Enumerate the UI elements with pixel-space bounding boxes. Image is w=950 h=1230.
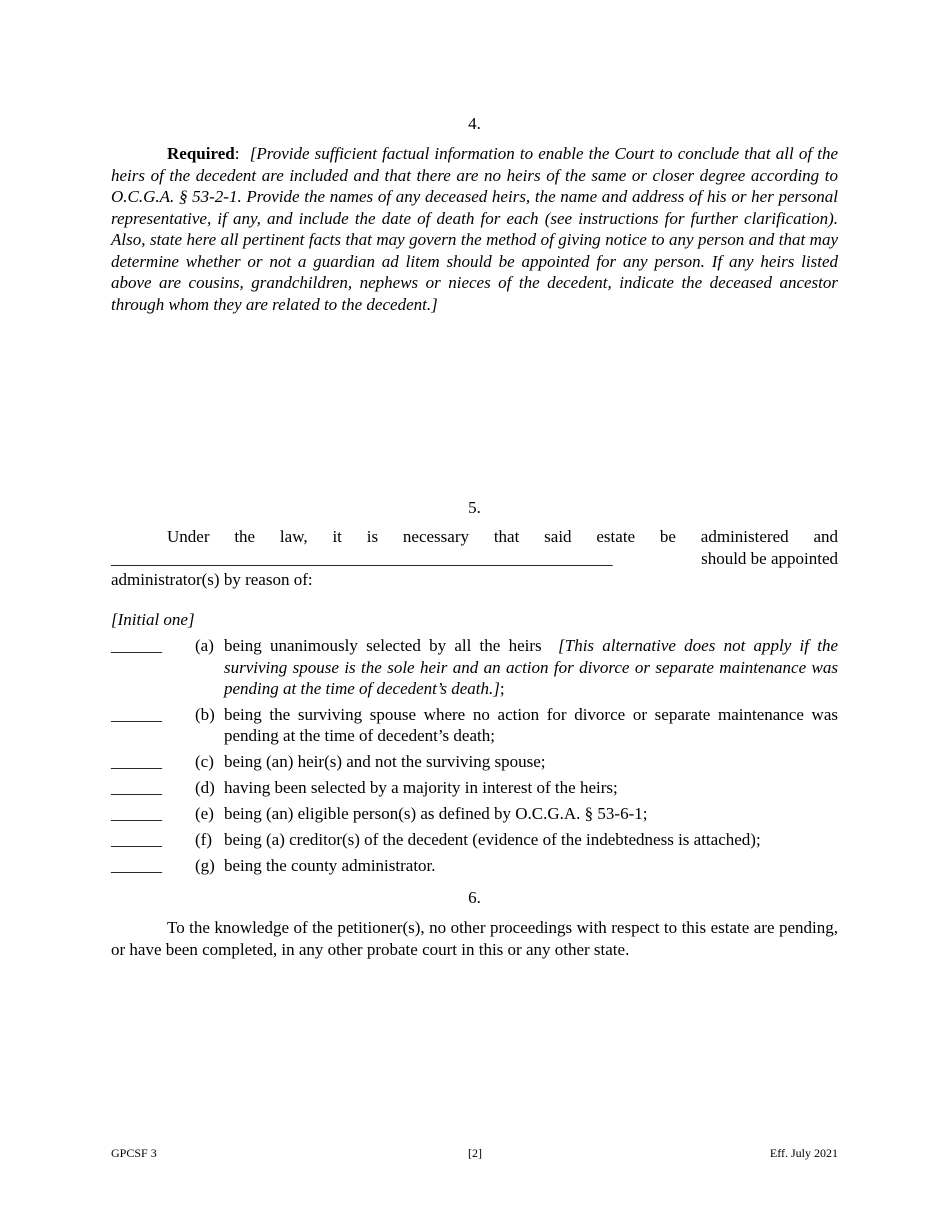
section-5-number: 5.: [468, 498, 481, 517]
required-colon: :: [234, 144, 240, 163]
option-a-initial-blank[interactable]: ______: [111, 636, 162, 655]
option-a: [111, 635, 838, 700]
option-c-initial-blank[interactable]: ______: [111, 751, 162, 771]
section-5-intro: [111, 526, 838, 591]
option-c-letter: (c): [195, 751, 214, 771]
footer-effective-date: Eff. July 2021: [769, 1146, 838, 1160]
option-d-initial-blank[interactable]: ______: [111, 777, 162, 797]
section-6-number: 6.: [468, 888, 481, 907]
section-5-intro-line2: [111, 548, 838, 570]
option-g-initial-blank[interactable]: ______: [111, 855, 162, 875]
section-5-intro-line3: administrator(s) by reason of:: [111, 570, 313, 589]
option-a-suffix: ;: [499, 679, 505, 698]
option-d-text: having been selected by a majority in interest of the heirs;: [224, 777, 618, 797]
option-e: [111, 803, 838, 825]
option-d-letter: (d): [195, 777, 215, 797]
option-f: [111, 829, 838, 851]
option-c-text: being (an) heir(s) and not the surviving spouse;: [224, 751, 546, 771]
section-5-intro-line1: Under the law, it is necessary that said estate be administered and: [167, 527, 838, 546]
initial-one-label: [Initial one]: [111, 610, 195, 629]
footer-page-number: [2]: [468, 1146, 482, 1160]
required-label: Required: [167, 144, 235, 163]
option-e-text: being (an) eligible person(s) as defined by O.C.G.A. § 53-6-1;: [224, 803, 648, 823]
option-b: [111, 704, 838, 747]
option-a-text: being unanimously selected by all the heirs: [224, 636, 542, 655]
option-g-text: being the county administrator.: [224, 855, 436, 875]
option-a-note: [This alternative does not apply if the surviving spouse is the sole heir and an action for divorce or separate maintenance was pending at the time of decedent’s death.]: [224, 636, 839, 698]
section-4-paragraph: [111, 143, 838, 315]
options-list: [111, 635, 838, 876]
footer-form-id: GPCSF 3: [111, 1146, 157, 1160]
option-g: [111, 855, 838, 877]
option-b-letter: (b): [195, 704, 215, 724]
section-6-paragraph: To the knowledge of the petitioner(s), no other proceedings with respect to this estate are pending, or have been completed, in any other probate court in this or any other state.: [111, 918, 838, 959]
option-d: [111, 777, 838, 799]
option-b-initial-blank[interactable]: ______: [111, 704, 162, 724]
option-e-initial-blank[interactable]: ______: [111, 803, 162, 823]
option-e-letter: (e): [195, 803, 214, 823]
option-f-initial-blank[interactable]: ______: [111, 829, 162, 849]
option-f-text: being (a) creditor(s) of the decedent (evidence of the indebtedness is attached);: [224, 829, 761, 849]
option-f-letter: (f): [195, 829, 212, 849]
section-4-number: 4.: [468, 114, 481, 133]
option-g-letter: (g): [195, 855, 215, 875]
option-a-letter: (a): [195, 636, 214, 655]
administrator-name-blank[interactable]: ___________________________________________________________: [111, 548, 613, 568]
option-b-text: being the surviving spouse where no action for divorce or separate maintenance was pending at the time of decedent’s death;: [224, 704, 838, 745]
option-c: [111, 751, 838, 773]
section-4-instruction: [Provide sufficient factual information to enable the Court to conclude that all of the heirs of the decedent are included and that there are no heirs of the same or closer degree according to O.C.G.A. § 53-2-1. Provide the names of any deceased heirs, the name and address of his or her personal representative, if any, and include the date of death for each (see instructions for further clarification). Also, state here all pertinent facts that may govern the method of giving notice to any person and that may determine whether or not a guardian ad litem should be appointed for any person. If any heirs listed above are cousins, grandchildren, nephews or nieces of the decedent, indicate the deceased ancestor through whom they are related to the decedent.]: [111, 144, 838, 314]
section-5-intro-line2-end: should be appointed: [701, 548, 838, 568]
